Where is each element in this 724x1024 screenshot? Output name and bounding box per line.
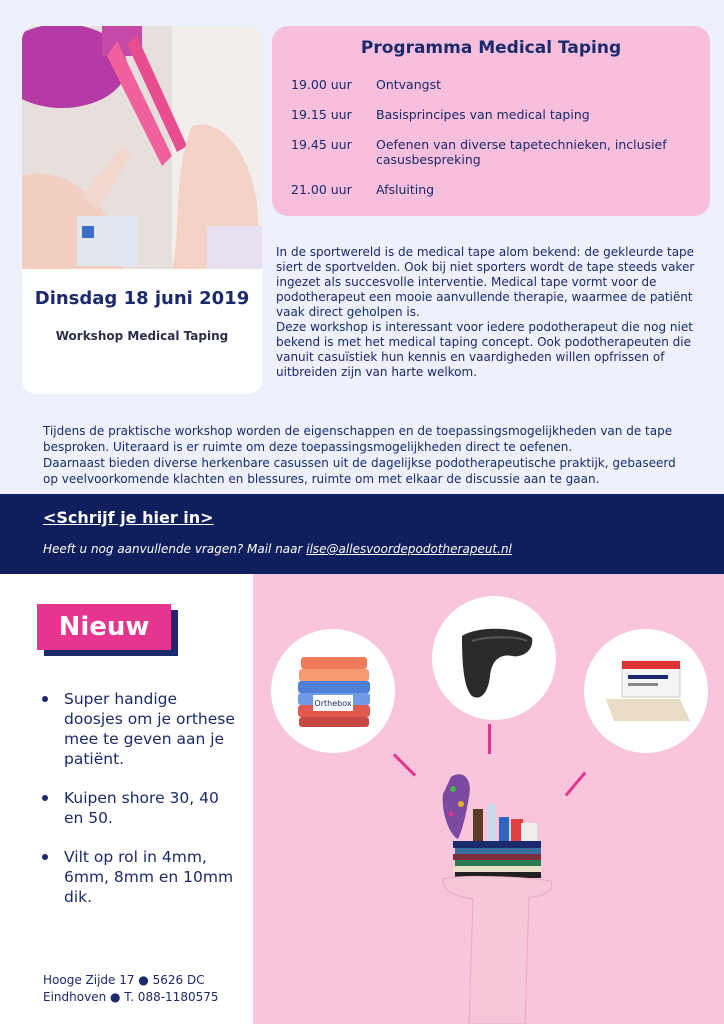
event-subtitle: Workshop Medical Taping [55,329,229,343]
contact-question [43,542,512,556]
contact-question-text: Heeft u nog aanvullende vragen? Mail naar [43,542,307,556]
programme-desc: Ontvangst [376,77,441,92]
intro-paragraph: In de sportwereld is de medical tape alom bekend: de gekleurde tape siert de sportvelden. Ook bij niet sporters wordt de tape steeds vaker ingezet als succesvolle interventie. Medical tape vormt voor de podotherapeut een mooie aanvullende therapie, waarmee de patiënt vaak direct geholpen is. [276,245,695,319]
nieuw-badge: Nieuw [37,604,171,650]
signup-band [0,494,724,574]
programme-time: 19.15 uur [291,107,352,122]
address-line: Eindhoven ● T. 088-1180575 [43,990,219,1004]
programme-desc: Basisprincipes van medical taping [376,107,590,122]
programme-desc: Afsluiting [376,182,435,197]
programme-row [291,137,676,167]
taping-photo [22,26,262,269]
workshop-description [43,423,693,487]
orthebox-circle [271,629,395,753]
hand-with-products [433,769,563,1024]
programme-time: 21.00 uur [291,182,352,197]
description-paragraph: Tijdens de praktische workshop worden de eigenschappen en de toepassingsmogelijkheden van de tape besproken. Uiteraard is er ruimte om deze toepassingsmogelijkheden direct te oefenen. [43,424,673,454]
list-item: Kuipen shore 30, 40 en 50. [40,788,240,828]
felt-roll-circle [584,629,708,753]
connector-line [488,724,491,754]
product-list [40,689,240,926]
connector-line [565,772,587,797]
products-visual [253,574,724,1024]
orthebox-label: Orthebox [314,699,352,708]
insole-circle [432,596,556,720]
programme-time: 19.45 uur [291,137,352,152]
event-date: Dinsdag 18 juni 2019 [34,288,250,309]
contact-email-link[interactable]: ilse@allesvoordepodotherapeut.nl [306,542,512,556]
list-item: Super handige doosjes om je orthese mee te geven aan je patiënt. [40,689,240,769]
event-card [22,26,262,394]
programme-box [272,26,710,216]
programme-time: 19.00 uur [291,77,352,92]
signup-link[interactable]: <Schrijf je hier in> [43,508,214,527]
connector-line [393,753,416,776]
programme-row [291,77,676,92]
list-item: Vilt op rol in 4mm, 6mm, 8mm en 10mm dik. [40,847,240,907]
intro-text [276,245,706,380]
address [43,972,243,1006]
address-line: Hooge Zijde 17 ● 5626 DC [43,973,205,987]
description-paragraph: Daarnaast bieden diverse herkenbare casussen uit de dagelijkse podotherapeutische praktijk, gebaseerd op veelvoorkomende klachten en blessures, ruimte om met elkaar de discussie aan te gaan. [43,456,676,486]
programme-row [291,107,676,122]
intro-paragraph: Deze workshop is interessant voor iedere podotherapeut die nog niet bekend is met het medical taping concept. Ook podotherapeuten die vanuit casuïstiek hun kennis en vaardigheden willen opfrissen of uitbreiden zijn van harte welkom. [276,320,693,379]
programme-row [291,182,676,197]
programme-desc: Oefenen van diverse tapetechnieken, inclusief casusbespreking [376,137,667,167]
programme-title: Programma Medical Taping [360,38,622,58]
